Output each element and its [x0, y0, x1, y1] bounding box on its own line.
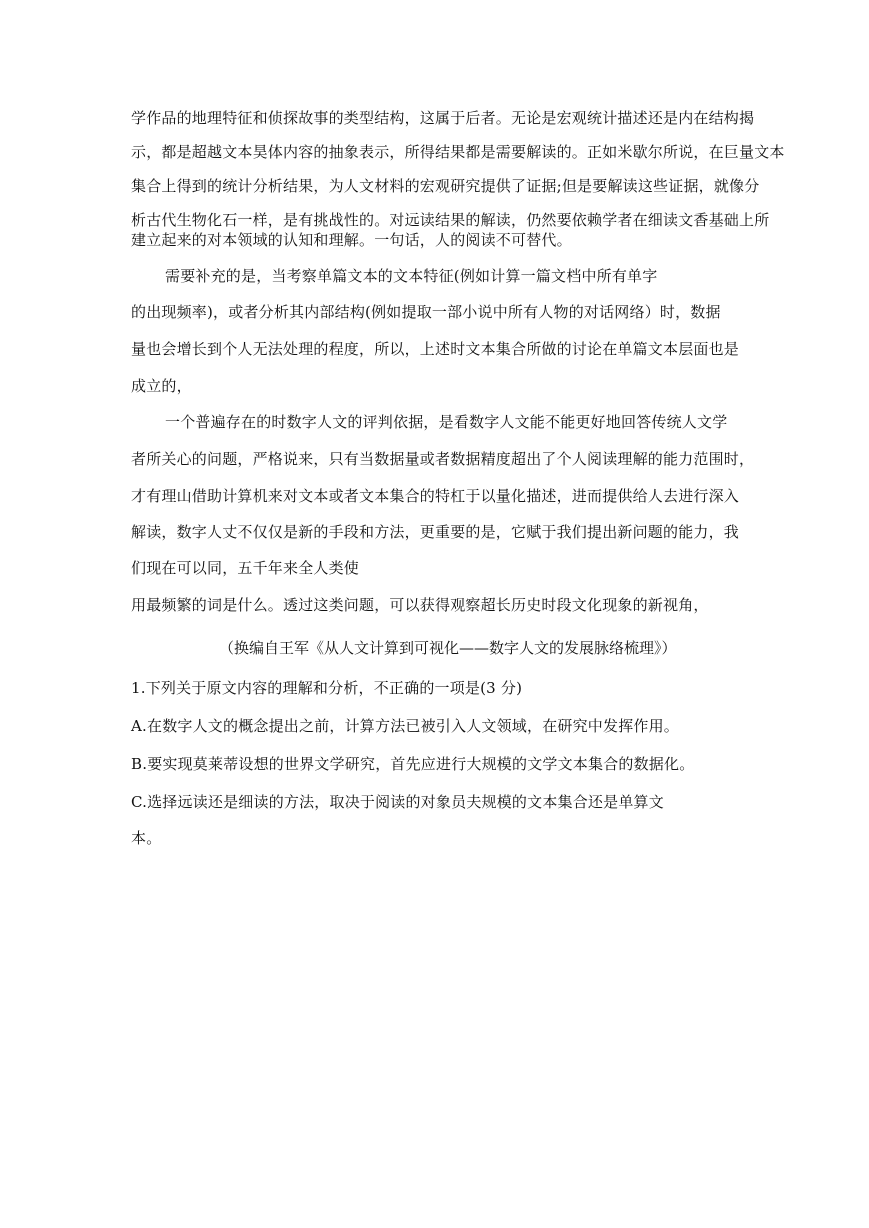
paragraph-3-line-3: 才有理山借助计算机来对文本或者文本集合的特杠于以量化描述，进而提供给人去进行深入 [131, 487, 740, 505]
question-1-option-b: B.要实现莫莱蒂设想的世界文学研究，首先应进行大规模的文学文本集合的数据化。 [131, 755, 695, 773]
paragraph-2-line-4: 成立的， [131, 377, 192, 395]
paragraph-3-line-4: 解读，数字人丈不仅仅是新的手段和方法，更重要的是，它赋于我们提出新问题的能力，我 [131, 523, 740, 541]
paragraph-1-line-5: 建立起来的对本领域的认知和理解。一句话，人的阅读不可替代。 [131, 231, 572, 249]
paragraph-1-line-4: 析古代生物化石一样，是有挑战性的。对远读结果的解读，仍然要依赖学者在细读文香基础上所 [131, 211, 770, 229]
question-1-stem: 1.下列关于原文内容的理解和分析，不正确的一项是(3 分) [131, 679, 523, 697]
source-citation: （换编自王军《从人文计算到可视化——数字人文的发展脉络梳理》） [219, 639, 677, 657]
paragraph-3-line-1: 一个普遍存在的时数字人文的评判依据，是看数字人文能不能更好地回答传统人文学 [165, 413, 728, 431]
paragraph-1-line-1: 学作品的地理特征和侦探故事的类型结构，这属于后者。无论是宏观统计描述还是内在结构揭 [131, 109, 755, 127]
paragraph-3-line-2: 者所关心的问题，严格说来，只有当数据量或者数据精度超出了个人阅读理解的能力范围时， [131, 450, 755, 468]
paragraph-3-line-5: 们现在可以同，五千年来全人类使 [131, 559, 360, 577]
question-1-option-c-line-2: 本。 [131, 829, 162, 847]
paragraph-1-line-3: 集合上得到的统计分析结果，为人文材料的宏观研究提供了证据;但是要解读这些证据，就像分 [131, 177, 760, 195]
question-1-option-a: A.在数字人文的概念提出之前，计算方法已被引入人文领域，在研究中发挥作用。 [131, 717, 680, 735]
paragraph-2-line-1: 需要补充的是，当考察单篇文本的文本特征(例如计算一篇文档中所有单字 [165, 267, 658, 285]
paragraph-3-line-6: 用最频繁的词是什么。透过这类问题，可以获得观察超长历史时段文化现象的新视角， [131, 596, 709, 614]
paragraph-1-line-2: 示，都是超越文本昊体内容的抽象表示，所得结果都是需要解读的。正如米歇尔所说，在巨量文本 [131, 143, 785, 161]
question-1-option-c-line-1: C.选择远读还是细读的方法，取决于阅读的对象员夫规模的文本集合还是单算文 [131, 793, 664, 811]
paragraph-2-line-3: 量也会增长到个人无法处理的程度，所以，上述时文本集合所做的讨论在单篇文本层面也是 [131, 340, 740, 358]
paragraph-2-line-2: 的出现频率)，或者分析其内部结构(例如提取一部小说中所有人物的对话网络）时，数据 [131, 303, 721, 321]
